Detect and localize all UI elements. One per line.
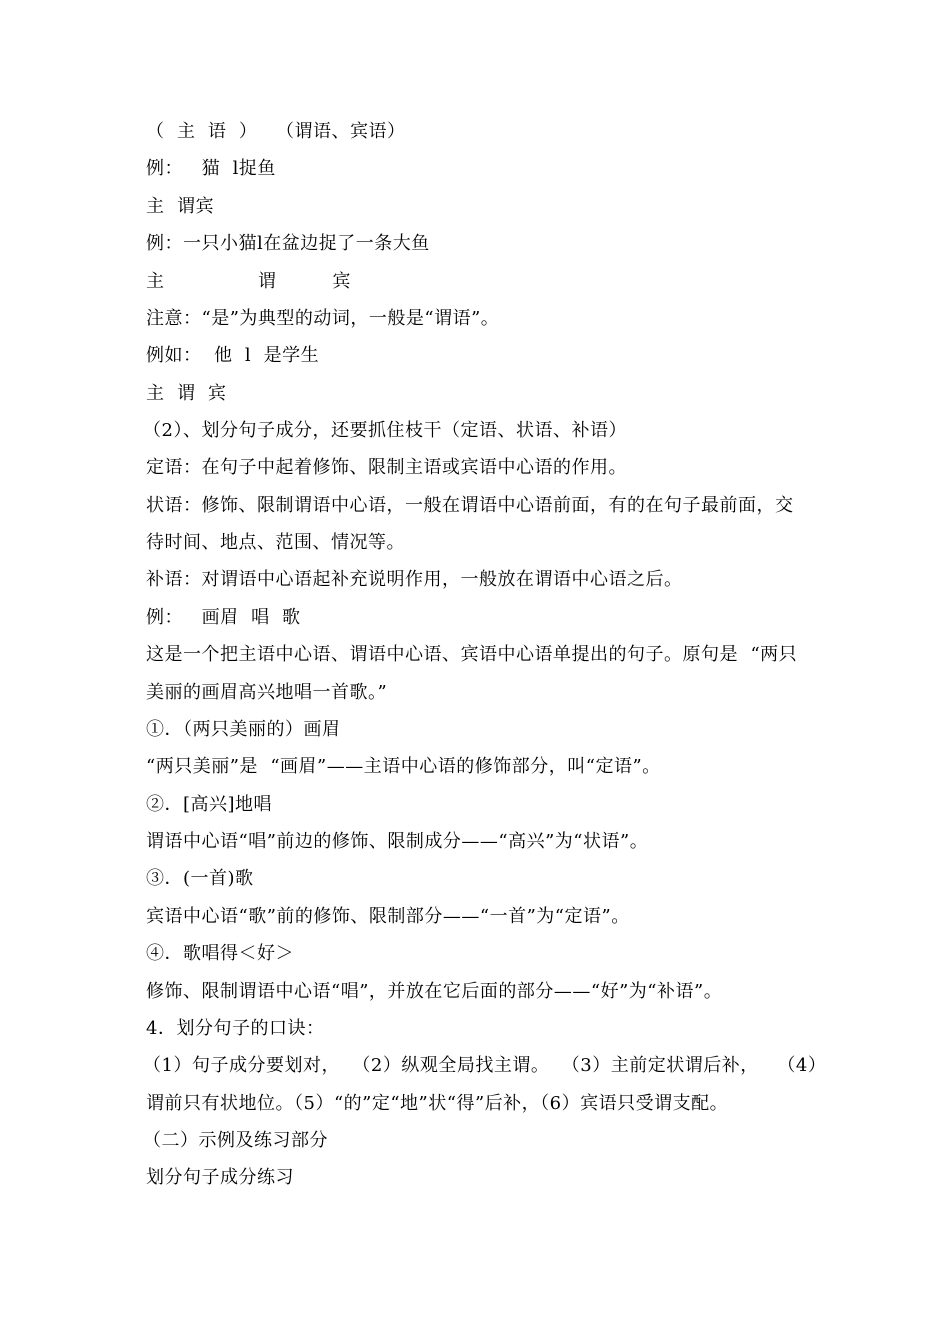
- text-line: 例： 画眉 唱 歌: [146, 607, 301, 628]
- text-line: 宾语中心语“歌”前的修饰、限制部分——“一首”为“定语”。: [146, 906, 630, 927]
- text-line: （ 主 语 ） （谓语、宾语）: [146, 121, 406, 142]
- text-line: ①．（两只美丽的）画眉: [146, 719, 341, 740]
- text-line: 定语：在句子中起着修饰、限制主语或宾语中心语的作用。: [146, 457, 627, 478]
- text-line: 美丽的画眉高兴地唱一首歌。”: [146, 682, 388, 703]
- text-line: ③．(一首)歌: [146, 868, 254, 889]
- text-line: 例：一只小猫l在盆边捉了一条大鱼: [146, 233, 430, 254]
- text-line: （1）句子成分要划对， （2）纵观全局找主谓。 （3）主前定状谓后补， （4）: [143, 1055, 827, 1076]
- section-heading: （二）示例及练习部分: [143, 1130, 328, 1151]
- text-line: 补语：对谓语中心语起补充说明作用，一般放在谓语中心语之后。: [146, 569, 683, 590]
- text-line: 主 谓宾: [146, 196, 214, 217]
- text-line: 修饰、限制谓语中心语“唱”，并放在它后面的部分——“好”为“补语”。: [146, 981, 723, 1002]
- text-line: 状语：修饰、限制谓语中心语，一般在谓语中心语前面，有的在句子最前面，交: [146, 495, 794, 516]
- section-heading: （2）、划分句子成分，还要抓住枝干（定语、状语、补语）: [143, 420, 627, 441]
- text-line: 谓语中心语“唱”前边的修饰、限制成分——“高兴”为“状语”。: [146, 831, 649, 852]
- text-line: 例： 猫 l捉鱼: [146, 158, 276, 179]
- text-line: 这是一个把主语中心语、谓语中心语、宾语中心语单提出的句子。原句是 “两只: [146, 644, 798, 665]
- text-line: 注意：“是”为典型的动词，一般是“谓语”。: [146, 308, 500, 329]
- text-line: 例如： 他 l 是学生: [146, 345, 320, 366]
- section-heading: 4．划分句子的口诀：: [146, 1018, 325, 1039]
- text-line: 谓前只有状地位。（5）“的”定“地”状“得”后补，（6）宾语只受谓支配。: [146, 1093, 729, 1114]
- text-line: ④．歌唱得＜好＞: [146, 943, 294, 964]
- text-line: 主 谓 宾: [146, 271, 351, 292]
- text-line: 待时间、地点、范围、情况等。: [146, 532, 405, 553]
- text-line: ②．[高兴]地唱: [146, 794, 273, 815]
- text-line: 划分句子成分练习: [146, 1167, 294, 1188]
- text-line: 主 谓 宾: [146, 383, 227, 404]
- text-line: “两只美丽”是 “画眉”——主语中心语的修饰部分，叫“定语”。: [146, 756, 661, 777]
